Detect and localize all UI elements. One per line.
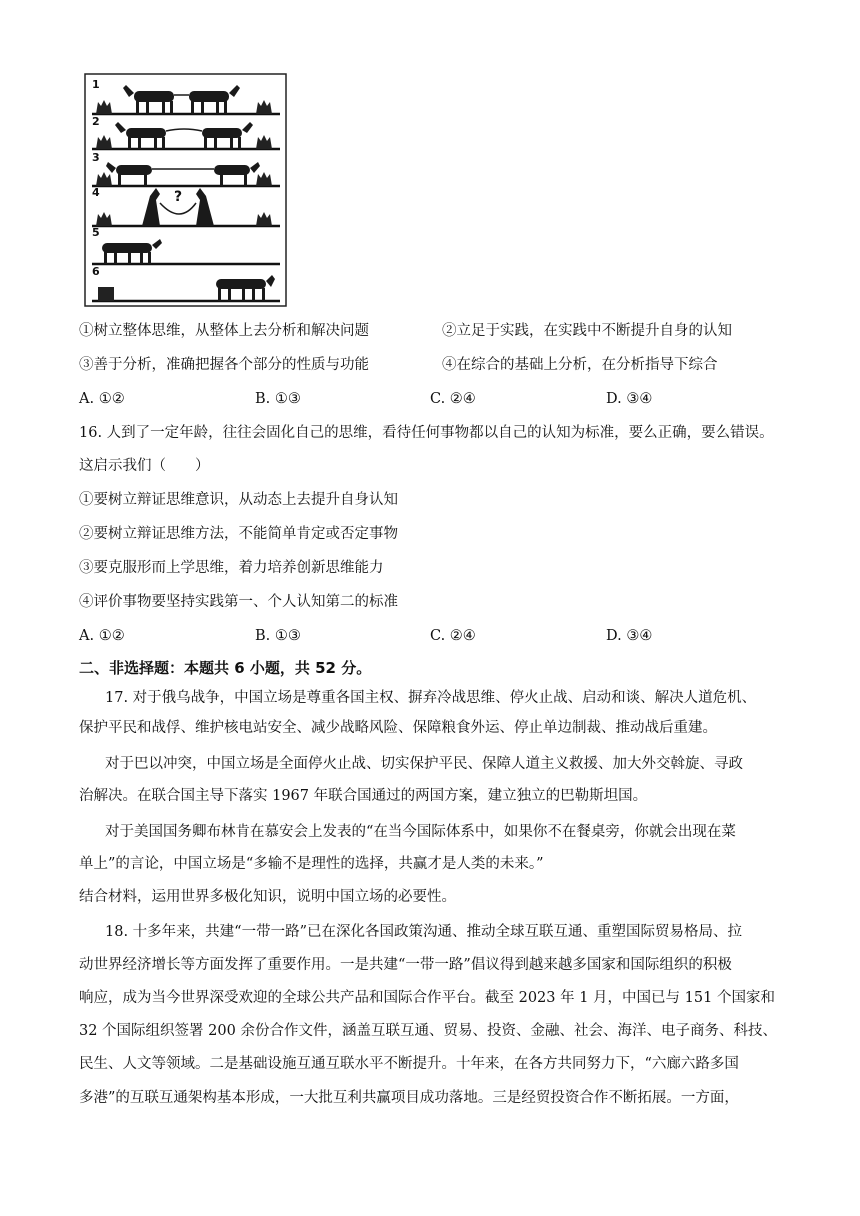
q17-line2: 保护平民和战俘、维护核电站安全、减少战略风险、保障粮食外运、停止单边制裁、推动战后重建。: [79, 720, 717, 736]
q16-answer-c: C. ②④: [430, 628, 476, 644]
q15-option-4: ④在综合的基础上分析，在分析指导下综合: [442, 357, 718, 373]
q15-answer-c: C. ②④: [430, 391, 476, 407]
question-mark: ?: [173, 189, 183, 205]
q17-line5: 对于美国国务卿布林肯在慕安会上发表的“在当今国际体系中，如果你不在餐桌旁，你就会出现在菜: [105, 824, 736, 840]
donkey-cartoon-figure: [84, 73, 287, 307]
q15-option-1: ①树立整体思维，从整体上去分析和解决问题: [79, 323, 369, 339]
q15-answer-b: B. ①③: [255, 391, 301, 407]
q17-line1: 17. 对于俄乌战争，中国立场是尊重各国主权、摒弃冷战思维、停火止战、启动和谈、解决人道危机、: [105, 690, 757, 706]
q17-line4: 治解决。在联合国主导下落实 1967 年联合国通过的两国方案，建立独立的巴勒斯坦国。: [79, 788, 648, 804]
q17-line3: 对于巴以冲突，中国立场是全面停火止战、切实保护平民、保障人道主义救援、加大外交斡旋、寻政: [105, 756, 743, 772]
donkey-cartoon-drawing: [84, 73, 287, 307]
panel-number-4: 4: [92, 186, 100, 199]
q16-stem-line1: 16. 人到了一定年龄，往往会固化自己的思维，看待任何事物都以自己的认知为标准，要么正确，要么错误。: [79, 425, 774, 441]
q18-line4: 32 个国际组织签署 200 余份合作文件，涵盖互联互通、贸易、投资、金融、社会、海洋、电子商务、科技、: [79, 1023, 777, 1039]
q16-stem-line2: 这启示我们（ ）: [79, 458, 210, 474]
panel-number-1: 1: [92, 78, 100, 91]
q15-option-3: ③善于分析，准确把握各个部分的性质与功能: [79, 357, 369, 373]
q16-option-3: ③要克服形而上学思维，着力培养创新思维能力: [79, 560, 384, 576]
panel-number-3: 3: [92, 151, 100, 164]
q18-line3: 响应，成为当今世界深受欢迎的全球公共产品和国际合作平台。截至 2023 年 1 月，中国已与 151 个国家和: [79, 990, 775, 1006]
q16-answer-b: B. ①③: [255, 628, 301, 644]
q18-line5: 民生、人文等领域。二是基础设施互通互联水平不断提升。十年来，在各方共同努力下，“六廊六路多国: [79, 1056, 739, 1072]
q18-line2: 动世界经济增长等方面发挥了重要作用。一是共建“一带一路”倡议得到越来越多国家和国际组织的积极: [79, 957, 732, 973]
q16-answer-a: A. ①②: [79, 628, 125, 644]
q18-line6: 多港”的互联互通架构基本形成，一大批互利共赢项目成功落地。三是经贸投资合作不断拓展。一方面，: [79, 1090, 739, 1106]
q15-answer-d: D. ③④: [606, 391, 653, 407]
q15-option-2: ②立足于实践，在实践中不断提升自身的认知: [442, 323, 732, 339]
q17-line6: 单上”的言论，中国立场是“多输不是理性的选择，共赢才是人类的未来。”: [79, 856, 544, 872]
q18-line1: 18. 十多年来，共建“一带一路”已在深化各国政策沟通、推动全球互联互通、重塑国际贸易格局、拉: [105, 924, 742, 940]
section2-heading: 二、非选择题：本题共 6 小题，共 52 分。: [79, 659, 372, 677]
q15-answer-a: A. ①②: [79, 391, 125, 407]
q16-option-1: ①要树立辩证思维意识，从动态上去提升自身认知: [79, 492, 398, 508]
q17-question: 结合材料，运用世界多极化知识，说明中国立场的必要性。: [79, 889, 456, 905]
panel-number-5: 5: [92, 226, 100, 239]
q16-answer-d: D. ③④: [606, 628, 653, 644]
panel-number-6: 6: [92, 265, 100, 278]
panel-number-2: 2: [92, 115, 100, 128]
q16-option-2: ②要树立辩证思维方法，不能简单肯定或否定事物: [79, 526, 398, 542]
q16-option-4: ④评价事物要坚持实践第一、个人认知第二的标准: [79, 594, 398, 610]
